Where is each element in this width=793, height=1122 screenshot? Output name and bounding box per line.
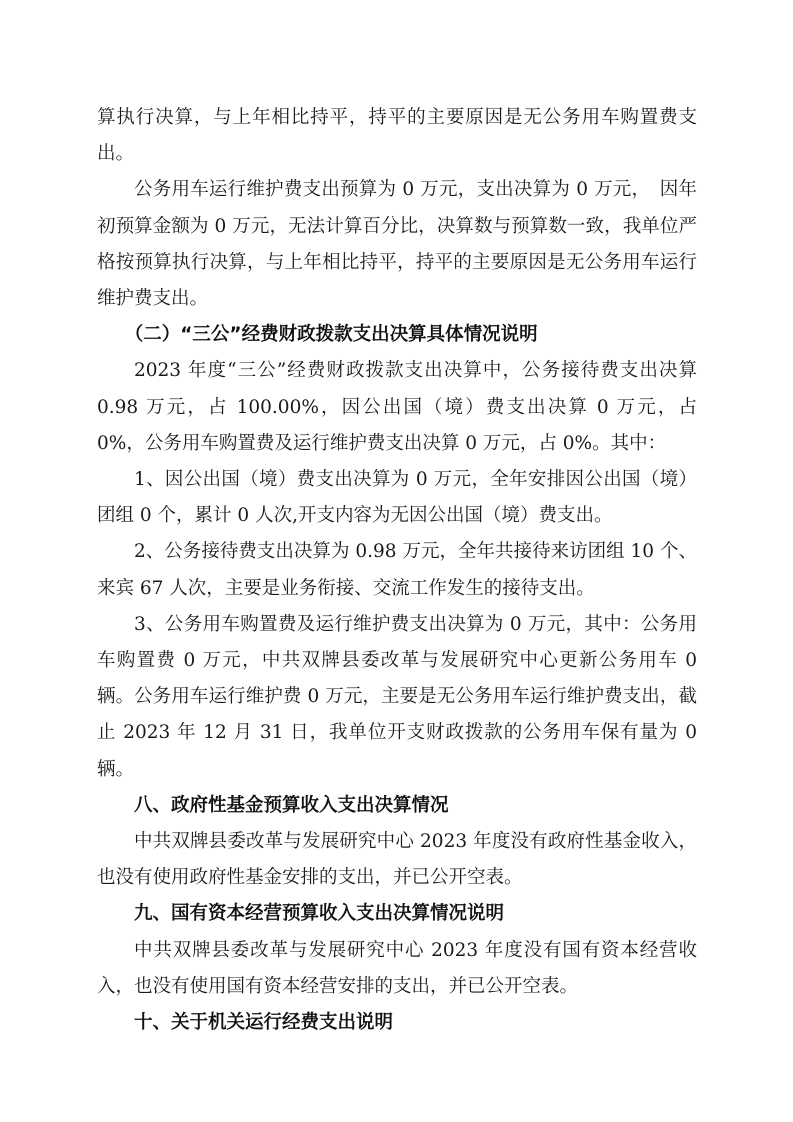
paragraph-reception: 2、公务接待费支出决算为 0.98 万元，全年共接待来访团组 10 个、来宾 67 人次，主要是业务衔接、交流工作发生的接待支出。 [97, 541, 697, 599]
paragraph-government-fund: 中共双牌县委改革与发展研究中心 2023 年度没有政府性基金收入，也没有使用政府性基金安排的支出，并已公开空表。 [97, 831, 697, 889]
paragraph-three-public-summary: 2023 年度“三公”经费财政拨款支出决算中，公务接待费支出决算 0.98 万元，占 100.00%，因公出国（境）费支出决算 0 万元，占 0%，公务用车购置费及运行维护费支出决算 0 万元，占 0%。其中： [97, 360, 697, 454]
paragraph-vehicle-maintenance: 公务用车运行维护费支出预算为 0 万元，支出决算为 0 万元， 因年初预算金额为 0 万元，无法计算百分比，决算数与预算数一致，我单位严格按预算执行决算，与上年相比持平，持平的主要原因是无公务用车运行维护费支出。 [97, 179, 697, 310]
document-body [97, 100, 697, 1041]
heading-section-9: 九、国有资本经营预算收入支出决算情况说明 [134, 903, 505, 925]
paragraph-state-capital: 中共双牌县委改革与发展研究中心 2023 年度没有国有资本经营收入，也没有使用国有资本经营安排的支出，并已公开空表。 [97, 939, 697, 997]
heading-section-10: 十、关于机关运行经费支出说明 [134, 1012, 394, 1034]
paragraph-overseas-travel: 1、因公出国（境）费支出决算为 0 万元，全年安排因公出国（境）团组 0 个，累计 0 人次,开支内容为无因公出国（境）费支出。 [97, 469, 697, 527]
heading-three-public-details: （二）“三公”经费财政拨款支出决算具体情况说明 [124, 324, 538, 346]
heading-section-8: 八、政府性基金预算收入支出决算情况 [134, 794, 449, 816]
paragraph-official-vehicles: 3、公务用车购置费及运行维护费支出决算为 0 万元，其中：公务用车购置费 0 万元，中共双牌县委改革与发展研究中心更新公务用车 0 辆。公务用车运行维护费 0 万元，主要是无公务用车运行维护费支出，截止 2023 年 12 月 31 日，我单位开支财政拨款的公务用车保有量为 0 辆。 [97, 613, 697, 780]
paragraph-purchase-conclusion: 算执行决算，与上年相比持平，持平的主要原因是无公务用车购置费支出。 [97, 107, 697, 165]
